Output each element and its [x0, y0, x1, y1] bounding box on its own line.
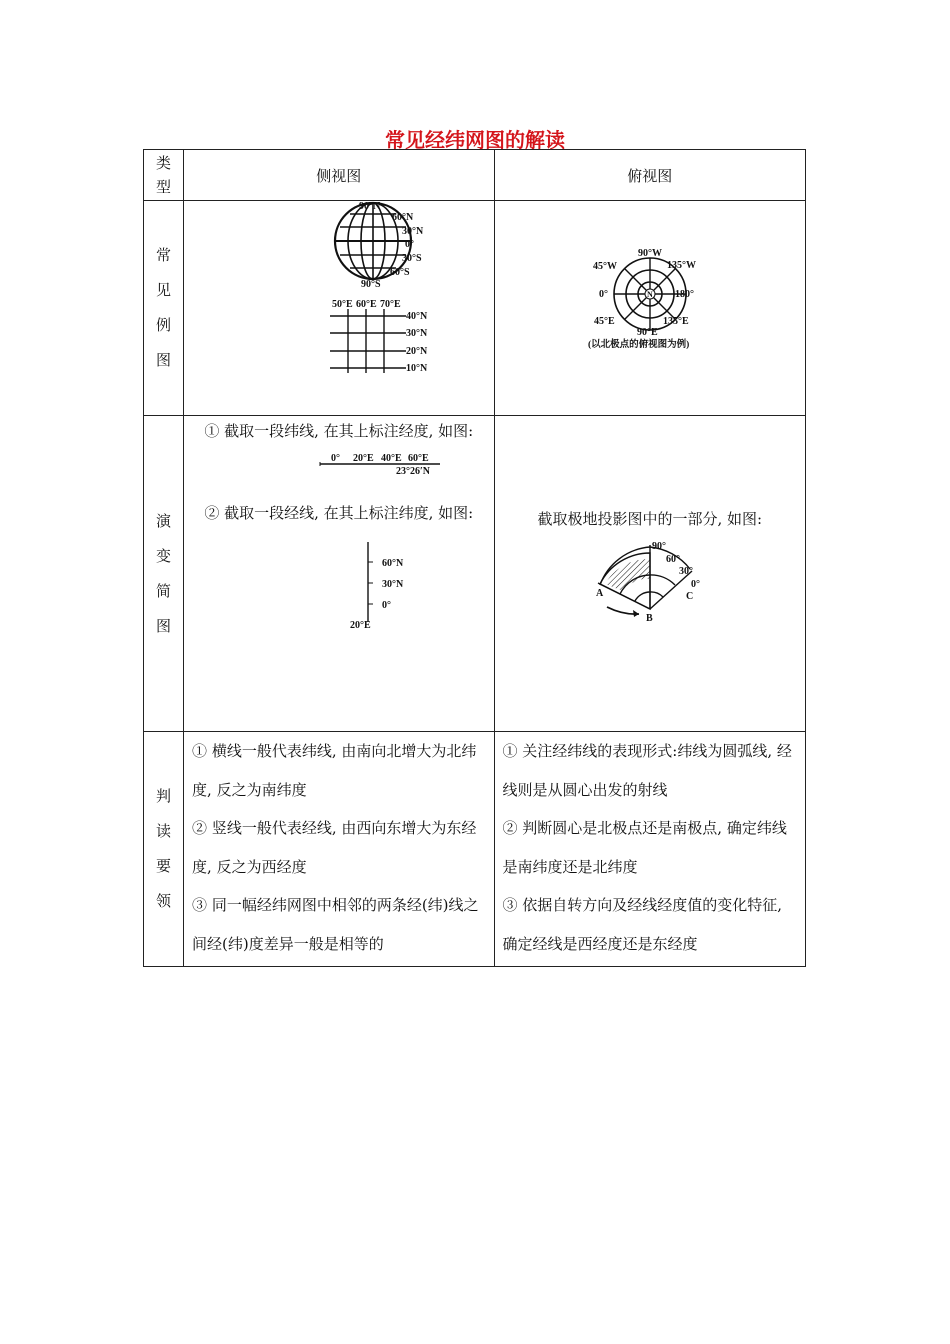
header-type-cell: [144, 150, 184, 201]
evolution-label: 演 变 简 图: [156, 511, 172, 635]
reading-top-cell: [494, 732, 805, 967]
meridian-label-20e: 20°E: [350, 620, 371, 631]
meridian-label-60n: 60°N: [382, 558, 404, 569]
globe-label-60n: 60°N: [392, 212, 414, 223]
sector-label-90: 90°: [651, 541, 666, 552]
globe-label-90s: 90°S: [361, 279, 381, 290]
grid-right-20n: 20°N: [406, 346, 428, 357]
evolution-top-text: 截取极地投影图中的一部分, 如图:: [537, 510, 763, 528]
globe-label-90n: 90°N: [359, 201, 381, 212]
reading-side-point-2: ② 竖线一般代表经线, 由西向东增大为东经度, 反之为西经度: [192, 819, 477, 876]
polar-label-90w: 90°W: [637, 248, 662, 259]
examples-label: 常 见 例 图: [156, 246, 172, 369]
reading-side-cell: [184, 732, 494, 967]
side-view-example-cell: [184, 201, 494, 416]
reading-top-point-2: ② 判断圆心是北极点还是南极点, 确定纬线是南纬度还是北纬度: [502, 819, 787, 876]
polar-label-90e: 90°E: [636, 327, 658, 338]
sector-label-a: A: [595, 588, 603, 599]
reading-top-point-3: ③ 依据自转方向及经线经度值的变化特征, 确定经线是西经度还是东经度: [502, 896, 783, 953]
header-type-label: 类 型: [156, 154, 172, 196]
reading-side-point-3: ③ 同一幅经纬网图中相邻的两条经(纬)线之间经(纬)度差异一般是相等的: [192, 896, 479, 953]
globe-label-30s: 30°S: [402, 253, 422, 264]
parallel-label-20e: 20°E: [353, 453, 374, 464]
meridian-label-0: 0°: [382, 600, 392, 611]
header-side-view: 侧视图: [184, 150, 494, 201]
polar-sector-figure: [495, 539, 806, 629]
evolution-side-cell: [184, 416, 494, 732]
header-top-view: 俯视图: [494, 150, 805, 201]
parallel-label-40e: 40°E: [381, 453, 402, 464]
reading-side-point-1: ① 横线一般代表纬线, 由南向北增大为北纬度, 反之为南纬度: [192, 742, 477, 799]
polar-label-45w: 45°W: [592, 261, 617, 272]
evolution-top-cell: [494, 416, 805, 732]
globe-label-60s: 60°S: [390, 267, 410, 278]
parallel-label-60e: 60°E: [408, 453, 429, 464]
grid-top-60e: 60°E: [356, 299, 377, 310]
globe-label-0: 0°: [405, 239, 415, 250]
polar-label-180: 180°: [674, 289, 694, 300]
polar-label-45e: 45°E: [593, 316, 615, 327]
top-view-example-cell: [494, 201, 805, 416]
parallel-label-0: 0°: [331, 453, 341, 464]
parallel-line-figure: [184, 450, 494, 494]
parallel-lat-label: 23°26′N: [396, 466, 431, 477]
grid-right-30n: 30°N: [406, 328, 428, 339]
sector-label-0: 0°: [690, 579, 700, 590]
reading-top-point-1: ① 关注经纬线的表现形式:纬线为圆弧线, 经线则是从圆心出发的射线: [502, 742, 792, 799]
meridian-label-30n: 30°N: [382, 579, 404, 590]
polar-label-n: N: [646, 290, 653, 299]
row-label-examples: [144, 201, 184, 416]
polar-view-figure: [495, 201, 806, 411]
side-view-figures: [184, 201, 494, 411]
sector-label-60: 60°: [665, 554, 680, 565]
evolution-step1: ① 截取一段纬线, 在其上标注经度, 如图:: [204, 422, 474, 440]
sector-label-30: 30°: [678, 566, 693, 577]
grid-right-40n: 40°N: [406, 311, 428, 322]
polar-caption: (以北极点的俯视图为例): [587, 340, 689, 350]
latitude-longitude-table: [143, 149, 806, 967]
grid-top-70e: 70°E: [380, 299, 401, 310]
meridian-line-figure: [184, 532, 494, 632]
row-label-evolution: [144, 416, 184, 732]
polar-label-135e: 135°E: [662, 316, 689, 327]
evolution-step2: ② 截取一段经线, 在其上标注纬度, 如图:: [204, 504, 474, 522]
sector-label-b: B: [645, 613, 653, 624]
reading-label: 判 读 要 领: [156, 787, 172, 910]
rect-grid-diagram: [330, 299, 428, 374]
sector-label-c: C: [685, 591, 693, 602]
page-title: 常见经纬网图的解读: [385, 128, 565, 152]
polar-label-135w: 135°W: [666, 260, 696, 271]
row-label-reading: [144, 732, 184, 967]
globe-diagram: [335, 201, 424, 290]
grid-top-50e: 50°E: [332, 299, 353, 310]
polar-label-0: 0°: [598, 289, 608, 300]
grid-right-10n: 10°N: [406, 363, 428, 374]
globe-label-30n: 30°N: [402, 226, 424, 237]
